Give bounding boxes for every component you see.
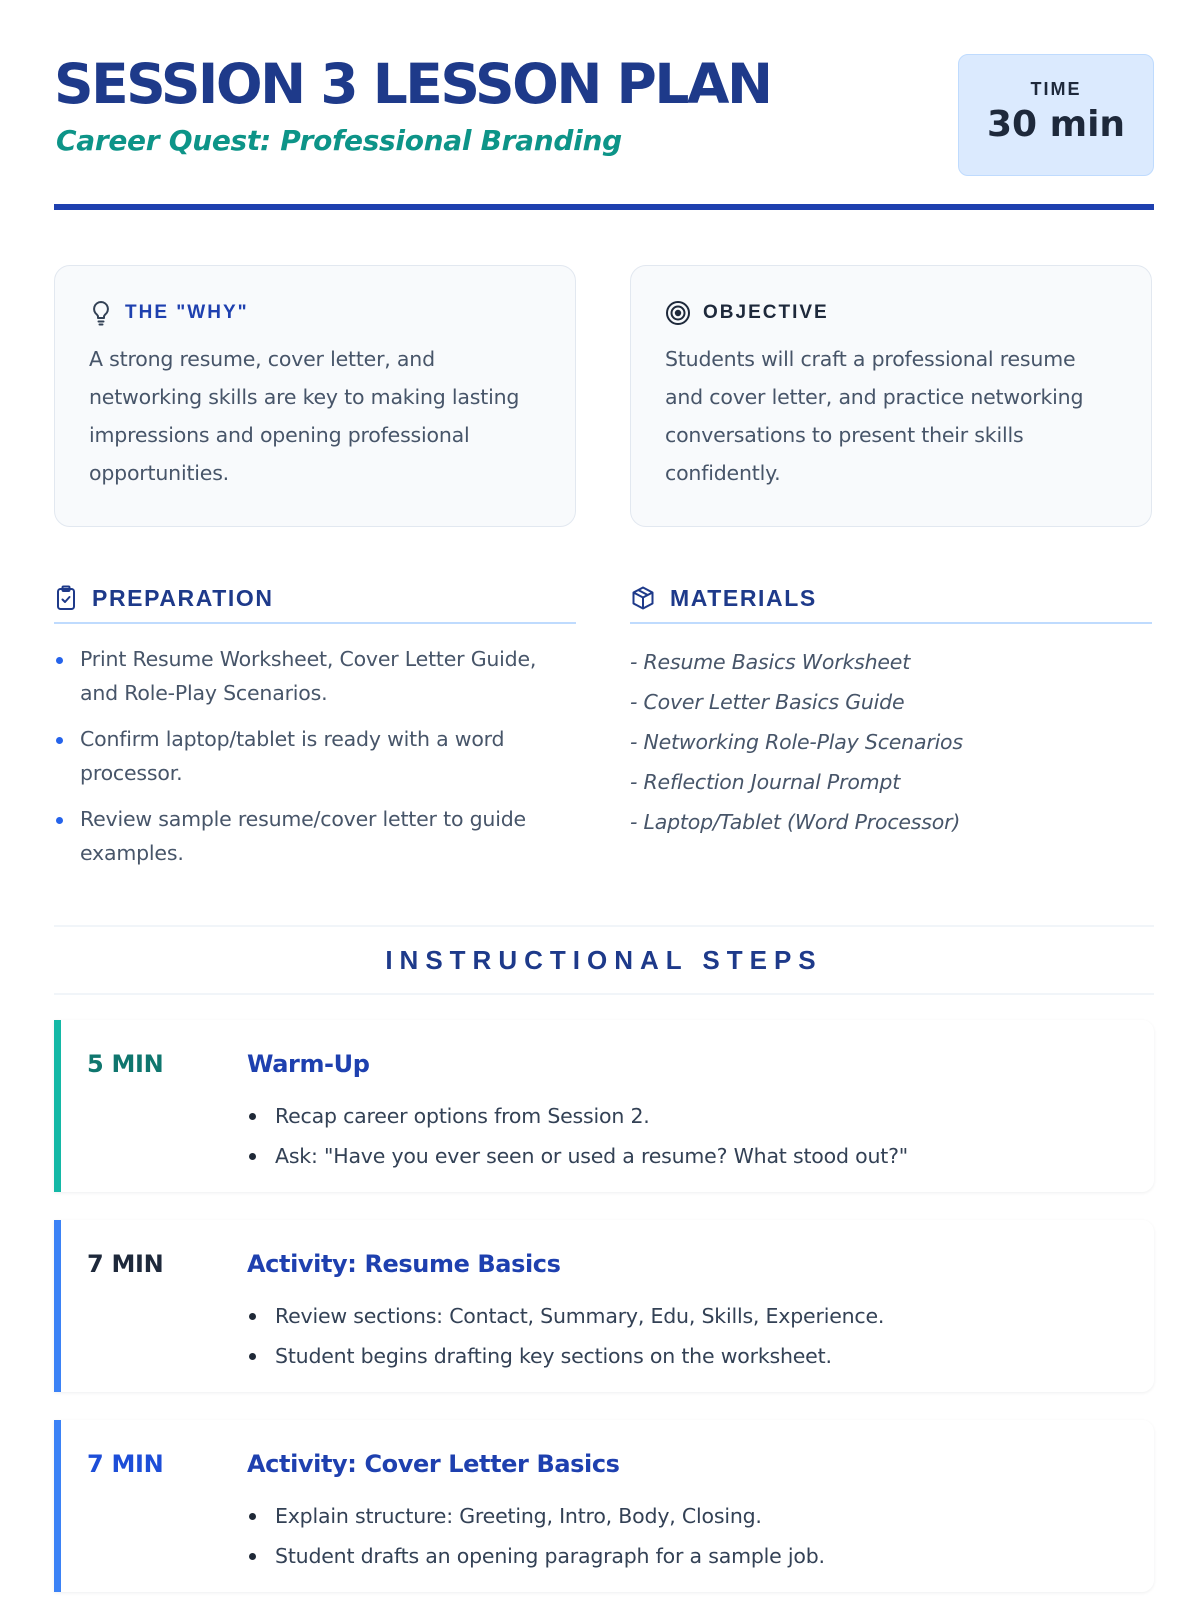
objective-card-header xyxy=(665,298,1119,328)
materials-list xyxy=(630,642,1152,842)
header xyxy=(54,0,1154,210)
materials-item: - Resume Basics Worksheet xyxy=(630,650,911,674)
objective-card xyxy=(630,265,1152,527)
info-cards xyxy=(54,265,1154,527)
time-label: TIME xyxy=(1030,79,1082,99)
step-title: Warm-Up xyxy=(247,1050,370,1078)
step-point: Student drafts an opening paragraph for a sample job. xyxy=(247,1536,825,1576)
preparation-item: Confirm laptop/tablet is ready with a word processor. xyxy=(54,722,576,790)
objective-card-title: OBJECTIVE xyxy=(703,302,829,323)
step-point: Recap career options from Session 2. xyxy=(247,1096,908,1136)
preparation-item: Print Resume Worksheet, Cover Letter Guide, and Role-Play Scenarios. xyxy=(54,642,576,710)
step-duration: 5 MIN xyxy=(87,1050,164,1078)
materials-title: MATERIALS xyxy=(670,584,817,611)
why-card xyxy=(54,265,576,527)
materials-item: - Reflection Journal Prompt xyxy=(630,770,901,794)
step-title: Activity: Resume Basics xyxy=(247,1250,561,1278)
materials-item: - Laptop/Tablet (Word Processor) xyxy=(630,810,961,834)
preparation-header xyxy=(54,578,576,624)
step-points xyxy=(247,1496,825,1576)
target-icon xyxy=(665,300,691,326)
step-card-resume-basics xyxy=(54,1220,1154,1392)
why-card-header xyxy=(89,298,543,328)
step-point: Review sections: Contact, Summary, Edu, Skills, Experience. xyxy=(247,1296,884,1336)
materials-header xyxy=(630,578,1152,624)
box-icon xyxy=(630,585,656,611)
preparation-item: Review sample resume/cover letter to guide examples. xyxy=(54,802,576,870)
preparation-title: PREPARATION xyxy=(92,584,274,611)
step-points xyxy=(247,1296,884,1376)
why-card-title: THE "WHY" xyxy=(125,302,249,323)
why-card-body: A strong resume, cover letter, and networking skills are key to making lasting impressions and opening professional opportunities. xyxy=(89,347,520,485)
step-point: Ask: "Have you ever seen or used a resume? What stood out?" xyxy=(247,1136,908,1176)
step-point: Student begins drafting key sections on the worksheet. xyxy=(247,1336,884,1376)
materials-item: - Cover Letter Basics Guide xyxy=(630,690,905,714)
step-title: Activity: Cover Letter Basics xyxy=(247,1450,620,1478)
materials-item: - Networking Role-Play Scenarios xyxy=(630,730,963,754)
lightbulb-icon xyxy=(89,300,113,326)
steps-heading: INSTRUCTIONAL STEPS xyxy=(385,945,823,975)
objective-card-body: Students will craft a professional resume and cover letter, and practice networking conversations to present their skills confidently. xyxy=(665,347,1084,485)
time-badge xyxy=(958,54,1154,176)
preparation-list xyxy=(54,642,576,870)
steps-heading-bar xyxy=(54,925,1154,995)
clipboard-check-icon xyxy=(54,585,78,611)
materials-section xyxy=(630,578,1152,842)
step-duration: 7 MIN xyxy=(87,1250,164,1278)
step-card-warm-up xyxy=(54,1020,1154,1192)
page-subtitle: Career Quest: Professional Branding xyxy=(56,124,622,157)
step-duration: 7 MIN xyxy=(87,1450,164,1478)
step-card-cover-letter-basics xyxy=(54,1420,1154,1592)
step-point: Explain structure: Greeting, Intro, Body, Closing. xyxy=(247,1496,825,1536)
preparation-section xyxy=(54,578,576,882)
page-title: SESSION 3 LESSON PLAN xyxy=(54,52,771,116)
time-value: 30 min xyxy=(986,104,1126,145)
step-points xyxy=(247,1096,908,1176)
